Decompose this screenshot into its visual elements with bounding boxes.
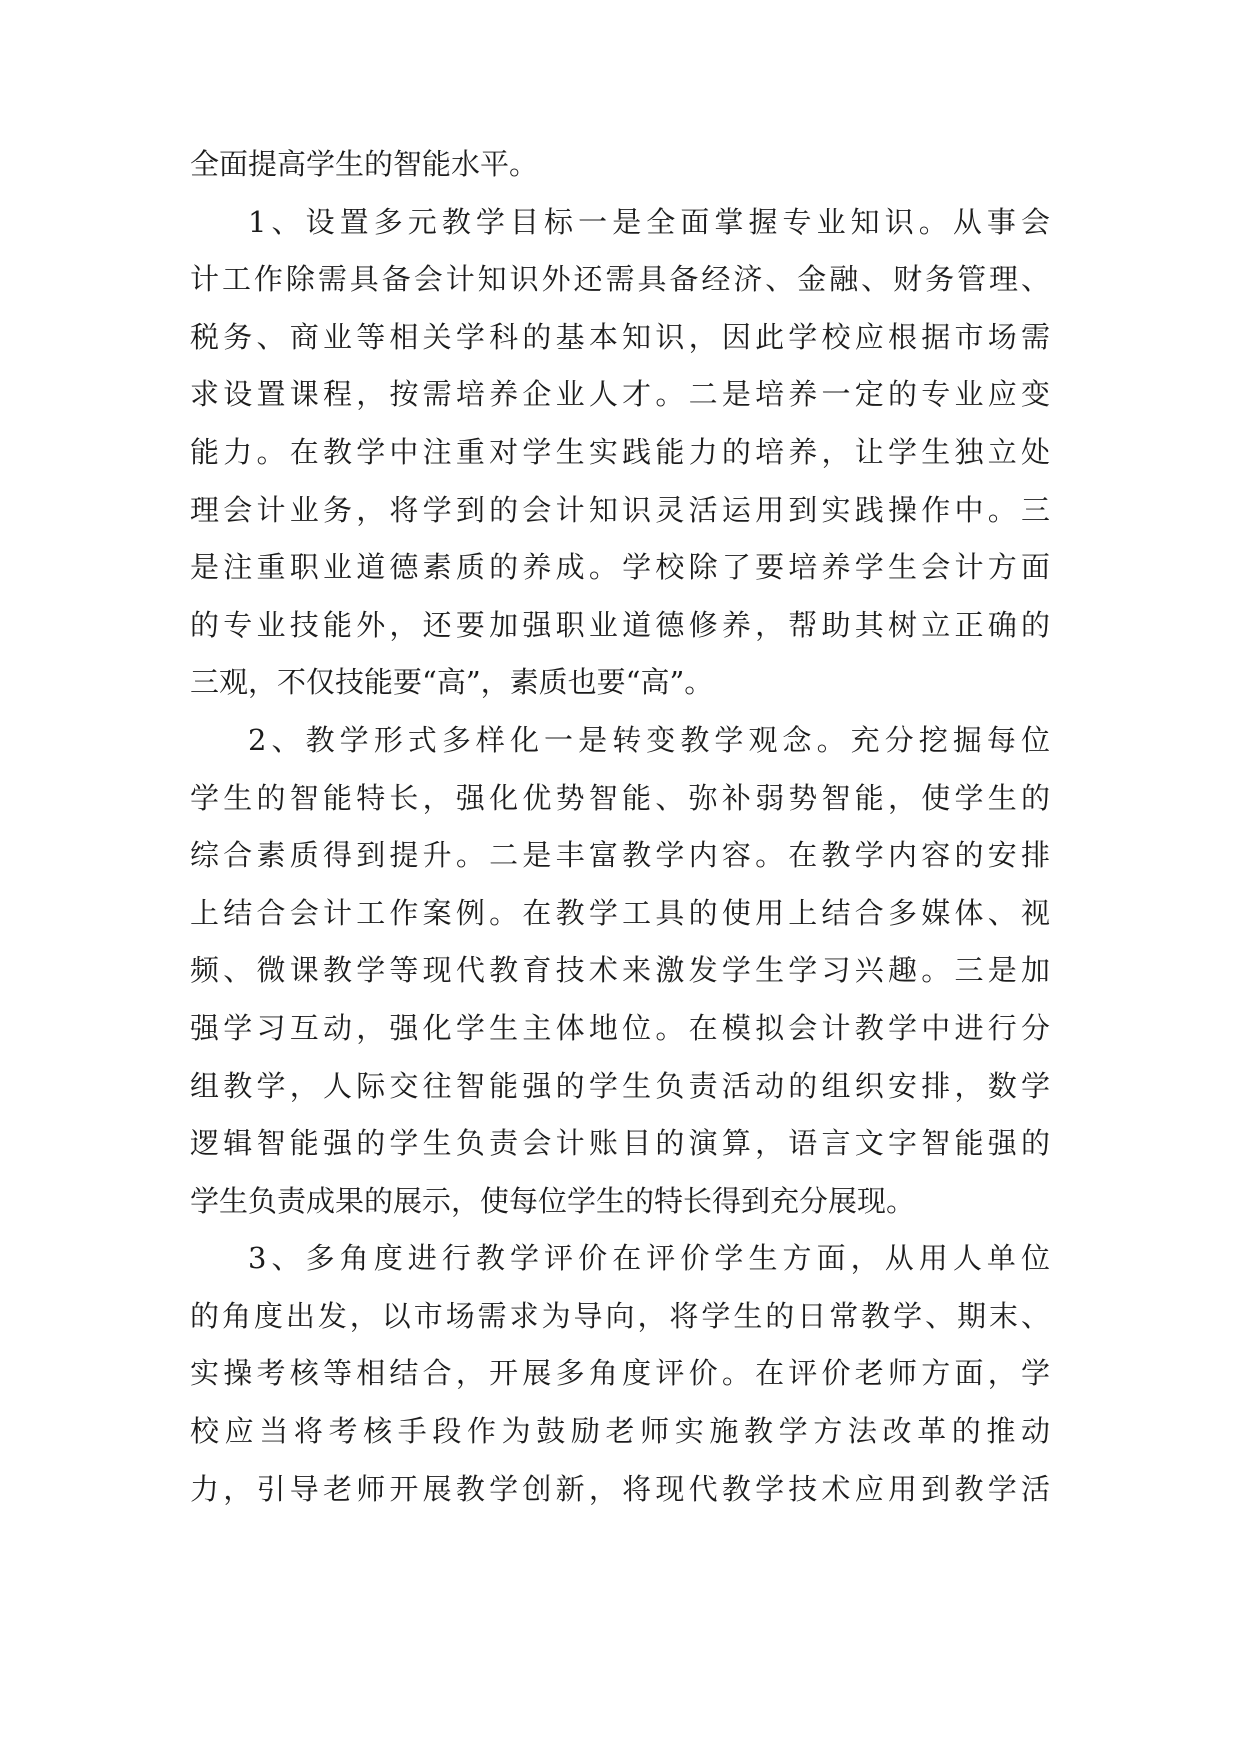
text-line: 实操考核等相结合，开展多角度评价。在评价老师方面，学 [190, 1356, 1050, 1391]
text-line: 求设置课程，按需培养企业人才。二是培养一定的专业应变 [190, 377, 1050, 412]
paragraph-4 [190, 1230, 1050, 1518]
text-line: 的角度出发，以市场需求为导向，将学生的日常教学、期末、 [190, 1298, 1050, 1333]
text-line: 强学习互动，强化学生主体地位。在模拟会计教学中进行分 [190, 1010, 1050, 1045]
text-line: 2、教学形式多样化一是转变教学观念。充分挖掘每位 [248, 722, 1050, 757]
text-line: 上结合会计工作案例。在教学工具的使用上结合多媒体、视 [190, 895, 1050, 930]
text-line: 力，引导老师开展教学创新，将现代教学技术应用到教学活 [190, 1471, 1050, 1506]
text-line: 全面提高学生的智能水平。 [190, 147, 539, 181]
text-line: 逻辑智能强的学生负责会计账目的演算，语言文字智能强的 [190, 1126, 1050, 1161]
text-line: 能力。在教学中注重对学生实践能力的培养，让学生独立处 [190, 434, 1050, 469]
document-body [190, 136, 1050, 1518]
text-line: 学生的智能特长，强化优势智能、弥补弱势智能，使学生的 [190, 780, 1050, 815]
text-line: 校应当将考核手段作为鼓励老师实施教学方法改革的推动 [190, 1414, 1050, 1449]
text-line: 1、设置多元教学目标一是全面掌握专业知识。从事会 [248, 204, 1050, 239]
paragraph-3 [190, 712, 1050, 1230]
text-line: 理会计业务，将学到的会计知识灵活运用到实践操作中。三 [190, 492, 1050, 527]
text-line: 组教学，人际交往智能强的学生负责活动的组织安排，数学 [190, 1068, 1050, 1103]
text-line: 是注重职业道德素质的养成。学校除了要培养学生会计方面 [190, 550, 1050, 585]
text-line: 频、微课教学等现代教育技术来激发学生学习兴趣。三是加 [190, 953, 1050, 988]
text-line: 学生负责成果的展示，使每位学生的特长得到充分展现。 [190, 1183, 916, 1218]
text-line: 三观，不仅技能要“高”，素质也要“高”。 [190, 665, 714, 700]
text-line: 税务、商业等相关学科的基本知识，因此学校应根据市场需 [190, 319, 1050, 354]
text-line: 的专业技能外，还要加强职业道德修养，帮助其树立正确的 [190, 607, 1050, 642]
text-line: 3、多角度进行教学评价在评价学生方面，从用人单位 [248, 1241, 1050, 1276]
text-line: 计工作除需具备会计知识外还需具备经济、金融、财务管理、 [190, 262, 1050, 297]
text-line: 综合素质得到提升。二是丰富教学内容。在教学内容的安排 [190, 838, 1050, 873]
paragraph-2 [190, 194, 1050, 712]
paragraph-1 [190, 136, 1050, 194]
